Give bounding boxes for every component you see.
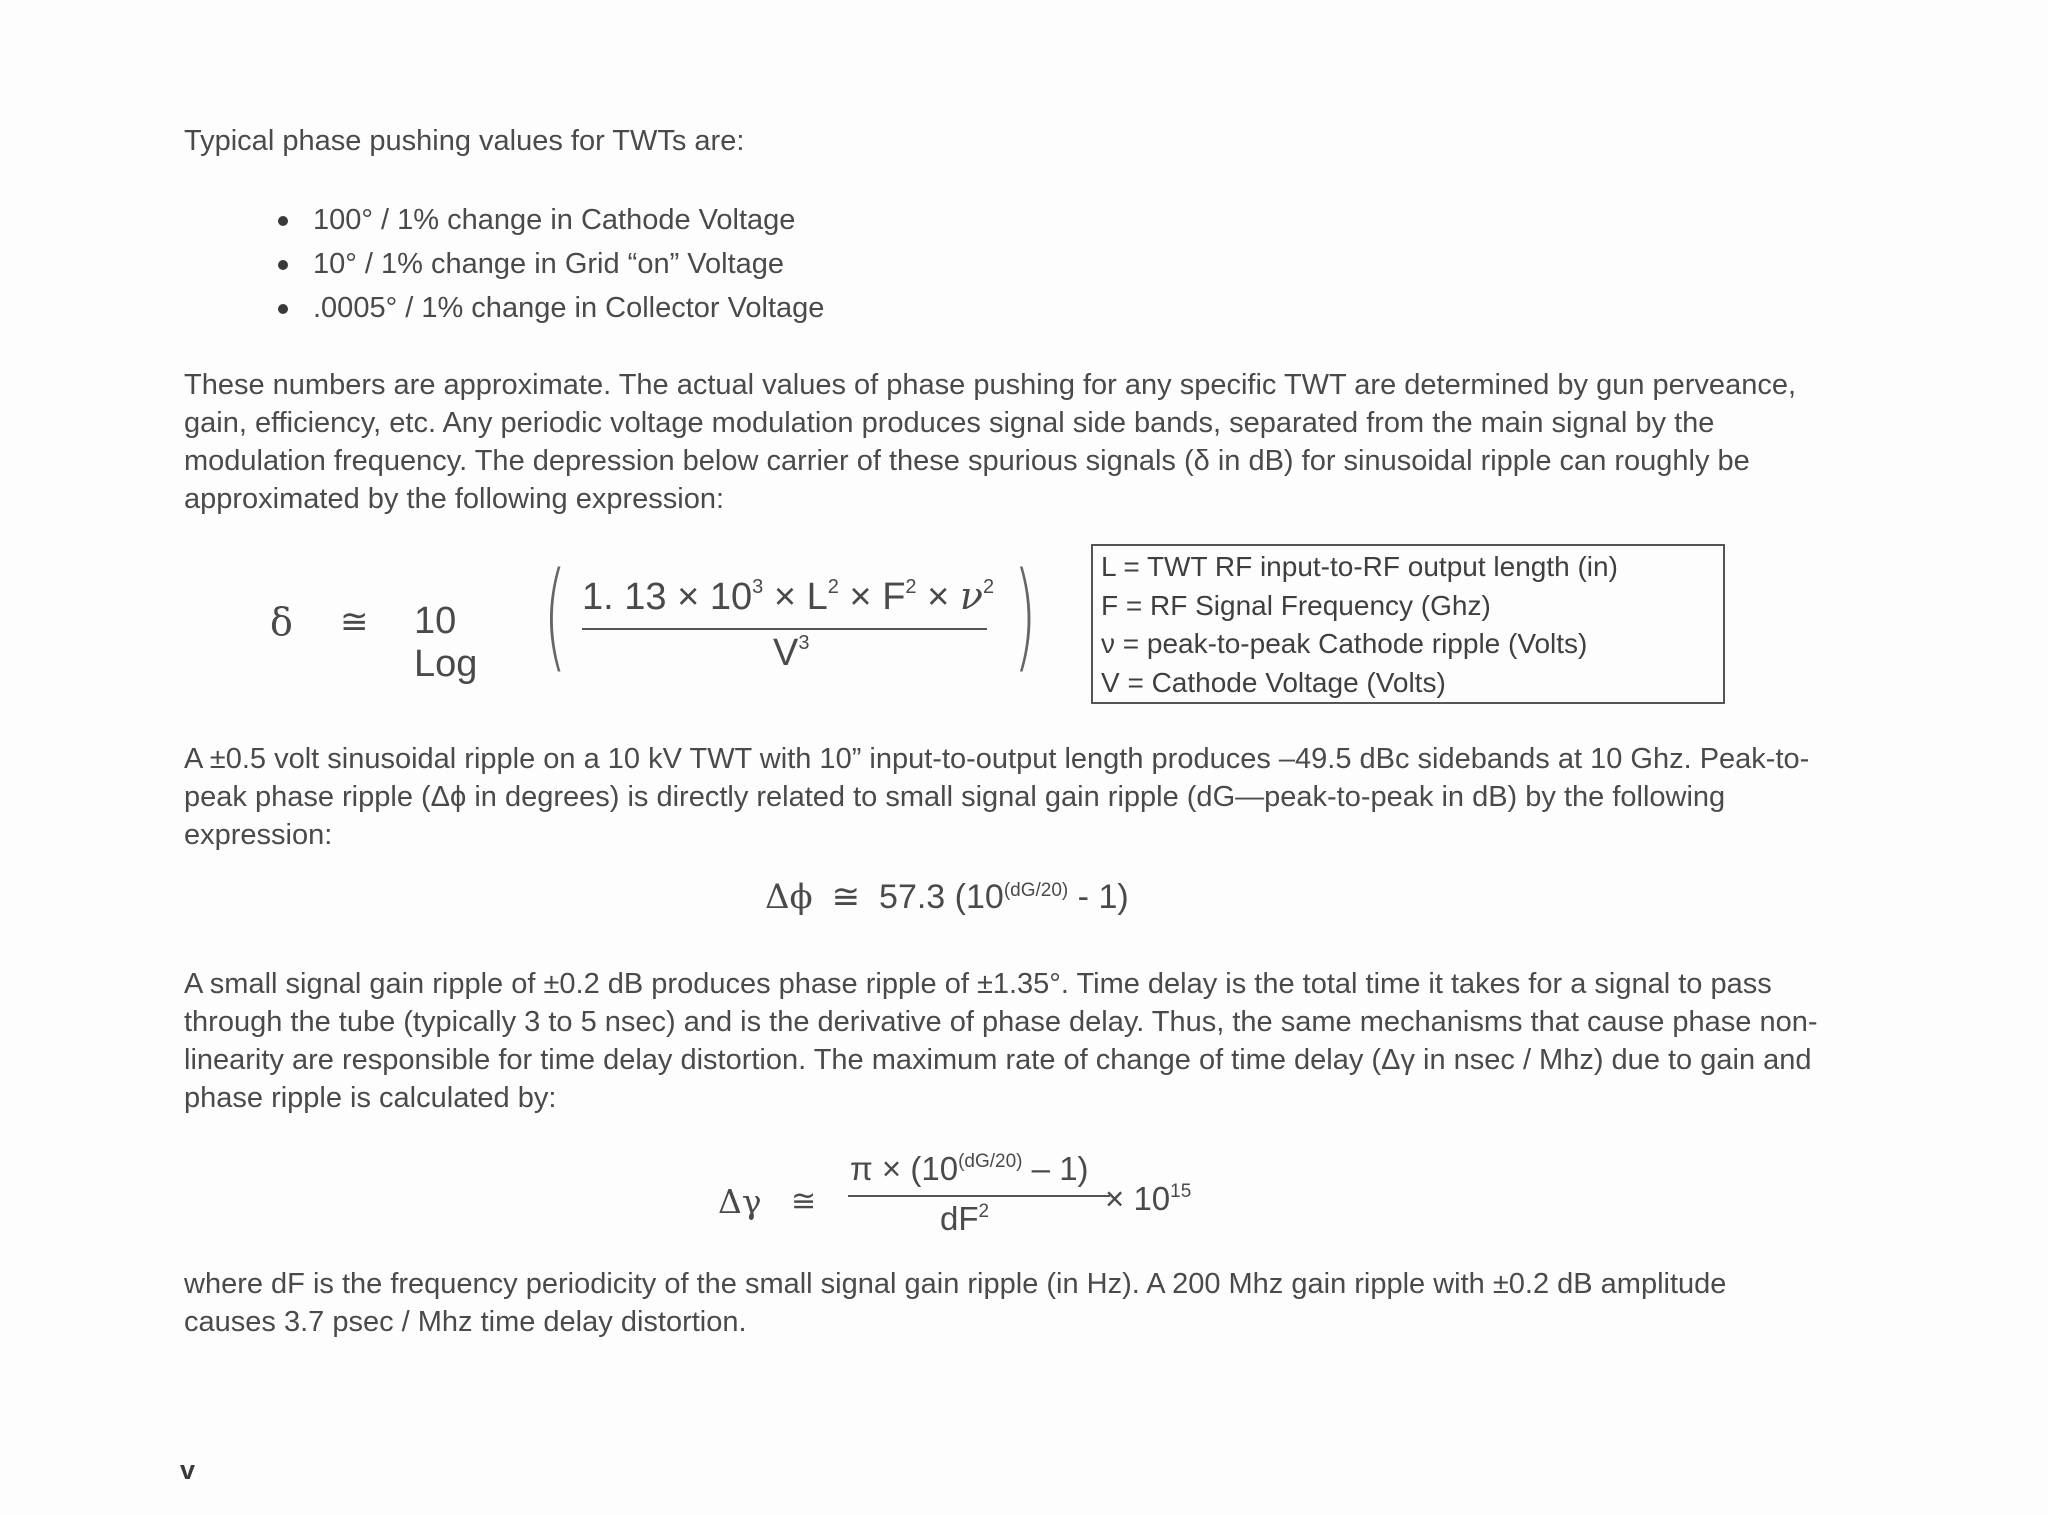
fraction-bar — [582, 628, 987, 630]
legend-line: F = RF Signal Frequency (Ghz) — [1101, 589, 1491, 621]
left-paren: ( — [543, 546, 567, 684]
formula-numerator: $\pi \times (10^{(dG/20)} - 1)$ — [850, 1150, 1089, 1187]
right-paren: ) — [1013, 546, 1037, 684]
phase-ripple-formula: Δϕ ≅ 57.3 $(10^{(dG/20)} - 1)$ — [765, 877, 1129, 917]
ripple-paragraph: A ±0.5 volt sinusoidal ripple on a 10 kV TWT with 10” input-to-output length produces –49.5 dBc sidebands at 10 Ghz. Peak-to-peak phase ripple (Δϕ in degrees) is directly related to small signal gain ripple (dG—peak-to-peak in dB) by the following expression: — [184, 743, 1810, 851]
variable-legend-box — [1091, 544, 1725, 704]
delta-symbol: δ — [270, 600, 293, 644]
formula-denominator: $dF^2$ — [940, 1200, 990, 1237]
time-delay-paragraph: A small signal gain ripple of ±0.2 dB produces phase ripple of ±1.35°. Time delay is the total time it takes for a signal to pass through the tube (typically 3 to 5 nsec) and is the derivative of phase delay. Thus, the same mechanisms that cause phase non-linearity are responsible for time delay distortion. The maximum rate of change of time delay (Δγ in nsec / Mhz) due to gain and phase ripple is calculated by: — [184, 968, 1818, 1114]
conclusion-paragraph: where dF is the frequency periodicity of the small signal gain ripple (in Hz). A 200 Mhz gain ripple with ±0.2 dB amplitude causes 3.7 psec / Mhz time delay distortion. — [184, 1268, 1727, 1338]
legend-line: L = TWT RF input-to-RF output length (in) — [1101, 551, 1618, 582]
legend-line: V = Cathode Voltage (Volts) — [1101, 666, 1446, 698]
formula-denominator: $V^3$ — [773, 632, 810, 674]
list-item: 100° / 1% change in Cathode Voltage — [272, 198, 824, 242]
legend-line: ν = peak-to-peak Cathode ripple (Volts) — [1101, 628, 1588, 659]
log-term: 10 Log — [414, 600, 478, 685]
approx-symbol: ≅ — [791, 1184, 817, 1219]
delta-gamma-symbol: Δγ — [718, 1182, 762, 1221]
fraction-bar — [848, 1195, 1110, 1197]
approximation-paragraph: These numbers are approximate. The actual values of phase pushing for any specific TWT are determined by gun perveance, gain, efficiency, etc. Any periodic voltage modulation produces signal side bands, separated from the main signal by the modulation frequency. The depression below carrier of these spurious signals (δ in dB) for sinusoidal ripple can roughly be approximated by the following expression: — [184, 369, 1797, 515]
list-item: .0005° / 1% change in Collector Voltage — [272, 286, 824, 330]
intro-paragraph: Typical phase pushing values for TWTs are: — [184, 125, 745, 157]
formula-numerator: 1. $13 \times 10^3 \times L^2 \times F^2 \times \nu^2$ — [582, 574, 995, 618]
phase-pushing-list — [272, 198, 824, 330]
formula-multiplier: × $10^{15}$ — [1105, 1180, 1192, 1217]
approx-symbol: ≅ — [340, 602, 369, 642]
page-number: v — [180, 1455, 196, 1485]
list-item: 10° / 1% change in Grid “on” Voltage — [272, 242, 824, 286]
